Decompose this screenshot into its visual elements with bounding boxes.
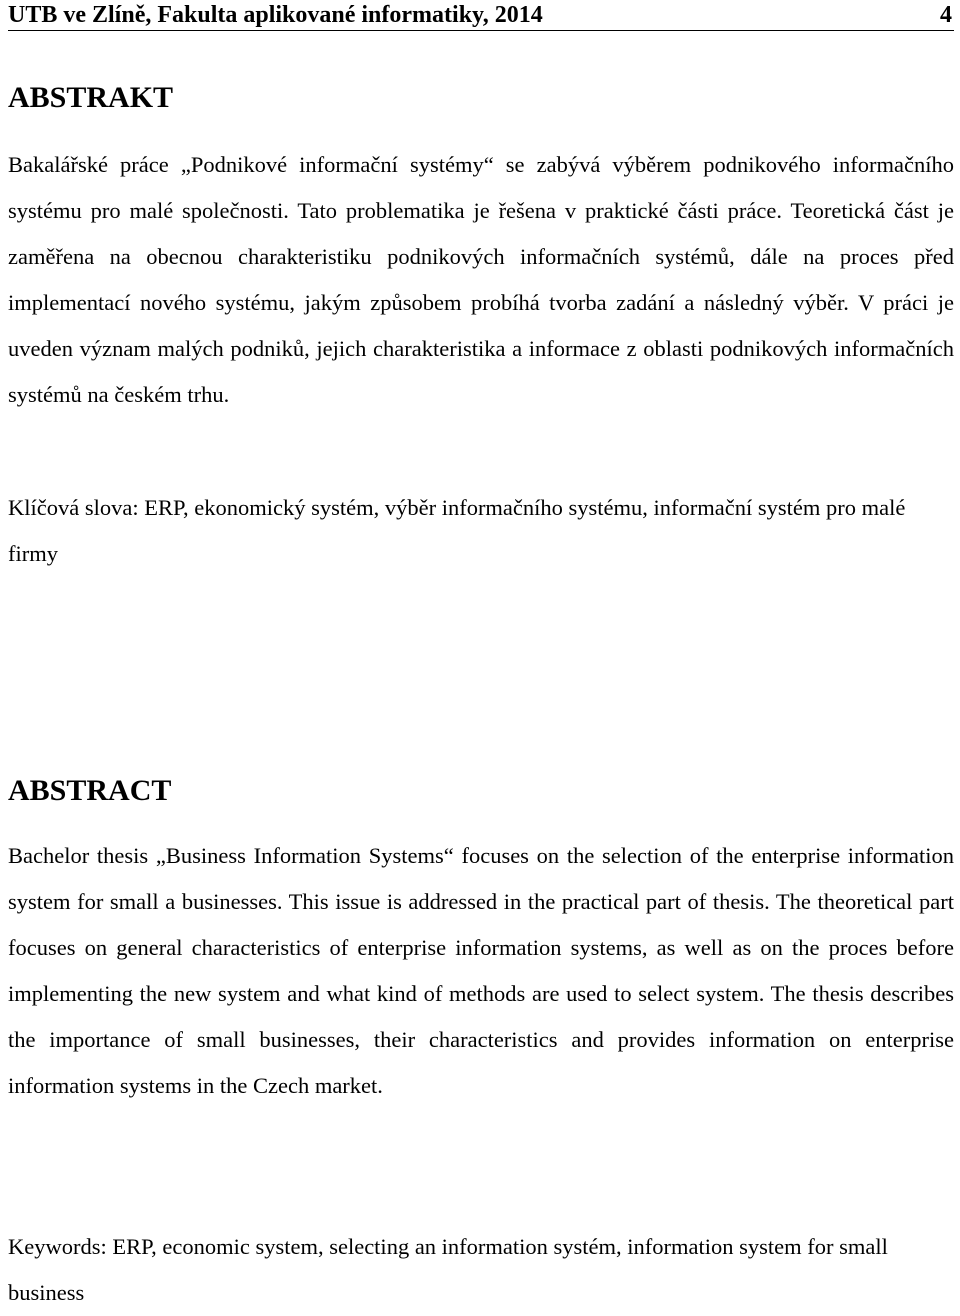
abstract-heading: ABSTRACT	[8, 774, 172, 807]
abstrakt-keywords: Klíčová slova: ERP, ekonomický systém, výběr informačního systému, informační systém pro malé firmy	[8, 495, 906, 566]
abstrakt-paragraph: Bakalářské práce „Podnikové informační systémy“ se zabývá výběrem podnikového informačního systému pro malé společnosti. Tato problematika je řešena v praktické části práce. Teoretická část je zaměřena na obecnou charakteristiku podnikových informačních systémů, dále na proces před implementací nového systému, jakým způsobem probíhá tvorba zadání a následný výběr. V práci je uveden význam malých podniků, jejich charakteristika a informace z oblasti podnikových informačních systémů na českém trhu.	[8, 152, 954, 407]
page-header	[8, 0, 954, 31]
abstract-paragraph: Bachelor thesis „Business Information Systems“ focuses on the selection of the enterprise information system for small a businesses. This issue is addressed in the practical part of thesis. The theoretical part focuses on general characteristics of enterprise information systems, as well as on the proces before implementing the new system and what kind of methods are used to select system. The thesis describes the importance of small businesses, their characteristics and provides information on enterprise information systems in the Czech market.	[8, 843, 954, 1098]
page-number: 4	[940, 2, 952, 28]
abstract-keywords: Keywords: ERP, economic system, selecting an information systém, information system for small business	[8, 1234, 888, 1305]
abstrakt-heading: ABSTRAKT	[8, 81, 174, 114]
header-title: UTB ve Zlíně, Fakulta aplikované informatiky, 2014	[8, 2, 543, 28]
